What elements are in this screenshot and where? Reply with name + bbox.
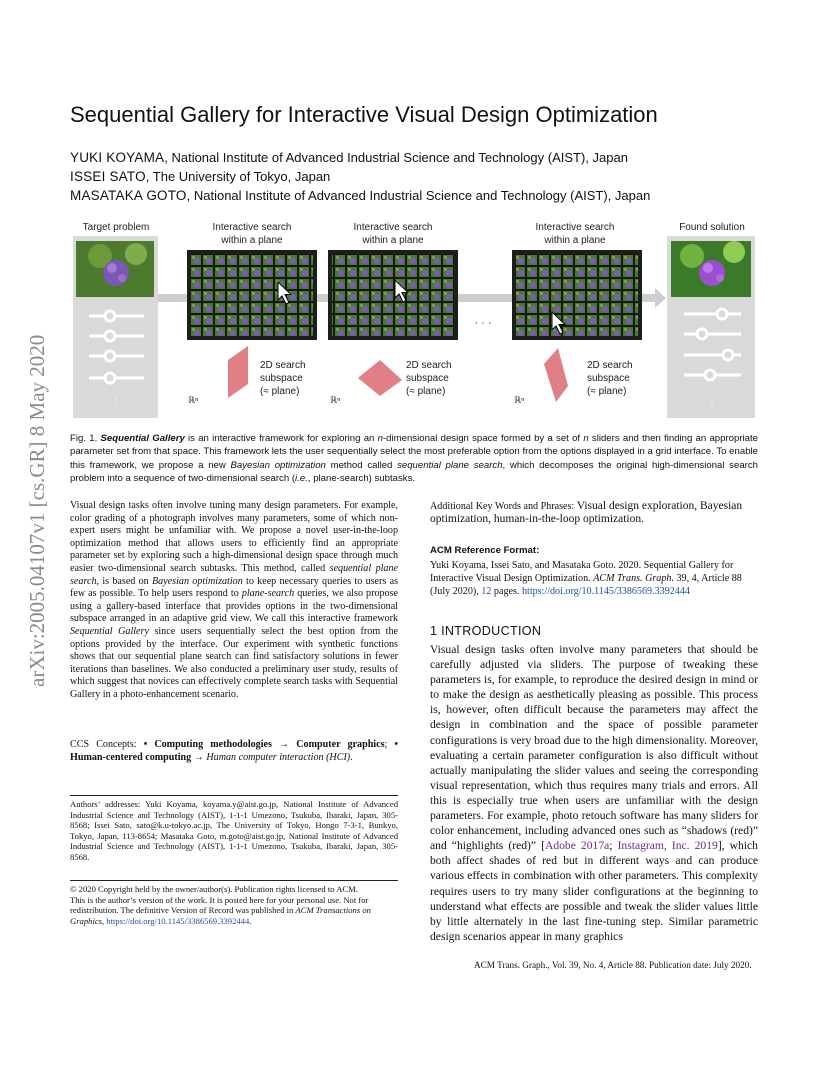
- svg-text:ℝⁿ: ℝⁿ: [514, 395, 525, 405]
- arxiv-identifier: arXiv:2005.04107v1 [cs.GR] 8 May 2020: [25, 334, 49, 687]
- author-line-1: [70, 150, 628, 165]
- author-line-2: [70, 169, 330, 184]
- svg-text:(≈ plane): (≈ plane): [587, 386, 627, 397]
- gallery-grid-1: [191, 254, 313, 336]
- found-solution-label: Found solution: [679, 222, 745, 233]
- acm-reference: ACM Reference Format: Yuki Koyama, Issei Sato, and Masataka Goto. 2020. Sequential Gallery for Interactive Visual Design Optimization. ACM Trans. Graph. 39, 4, Article 88 (July 2020), 12 pages. https://doi.org/10.1145/3386569.3392444: [430, 544, 758, 598]
- pages-link[interactable]: 12: [481, 586, 492, 597]
- svg-text:(≈ plane): (≈ plane): [406, 386, 446, 397]
- svg-text:ℝⁿ: ℝⁿ: [330, 395, 341, 405]
- author-affiliation: , National Institute of Advanced Industrial Science and Technology (AIST), Japan: [164, 150, 628, 165]
- paper-title: Sequential Gallery for Interactive Visual Design Optimization: [70, 102, 658, 127]
- svg-text:⋮: ⋮: [111, 398, 121, 409]
- gallery-grid-2: [332, 254, 454, 336]
- citation-link[interactable]: Instagram, Inc. 2019: [617, 839, 718, 853]
- copyright-notice: © 2020 Copyright held by the owner/author(s). Publication rights licensed to ACM. This is the author’s version of the work. It is posted here for your personal use. Not for redistribution. The definitive Version of Record was published in ACM Transactions on Graphics, https://doi.org/10.1145/3386569.3392444.: [70, 884, 371, 926]
- section-heading: 1 INTRODUCTION: [430, 624, 542, 638]
- plane-shape-3: [544, 348, 568, 402]
- found-solution-panel: [667, 222, 755, 418]
- search-step-1: [187, 222, 317, 405]
- flow-arrow-head: [655, 288, 666, 308]
- citation-link[interactable]: Adobe 2017a: [544, 839, 610, 853]
- keywords: Additional Key Words and Phrases: Visual design exploration, Bayesian optimization, human-in-the-loop optimization.: [430, 500, 743, 525]
- abstract: Visual design tasks often involve tuning many design parameters. For example, color grading of a photograph involves many parameters, some of which non-expert users might be unfamiliar with. We propose a novel user-in-the-loop optimization method that allows users to efficiently find an appropriate parameter set by exploring such a high-dimensional design space through much easier two-dimensional search subtasks. This method, called sequential plane search, is based on Bayesian optimization to keep necessary queries to users as few as possible. To help users respond to plane-search queries, we also propose using a gallery-based interface that provides options in the two-dimensional subspace arranged in an adaptive grid view. We call this interactive framework Sequential Gallery since users sequentially select the best option from the options provided by the interface. Our experiment with synthetic functions shows that our sequential plane search can find satisfactory solutions in fewer iterations than baselines. We also conducted a preliminary user study, results of which suggest that novices can effectively complete search tasks with Sequential Gallery in a photo-enhancement scenario.: [70, 500, 399, 700]
- author-name: YUKI KOYAMA: [70, 150, 165, 165]
- svg-text:(≈ plane): (≈ plane): [260, 386, 300, 397]
- author-affiliation: , The University of Tokyo, Japan: [145, 169, 331, 184]
- svg-text:ℝⁿ: ℝⁿ: [188, 395, 199, 405]
- divider: [70, 795, 398, 796]
- svg-text:Interactive search: Interactive search: [535, 222, 615, 233]
- ccs-concepts: CCS Concepts: • Computing methodologies → Computer graphics; • Human-centered computing → Human computer interaction (HCI).: [70, 739, 398, 763]
- figure-caption: Fig. 1. Sequential Gallery is an interactive framework for exploring an n-dimensional design space formed by a set of n sliders and then finding an appropriate parameter set from that space. This framework lets the user sequentially select the most preferable option from the options displayed in a grid interface. To enable this framework, we propose a new Bayesian optimization method called sequential plane search, which decomposes the original high-dimensional search problem into a sequence of two-dimensional search (i.e., plane-search) subtasks.: [70, 433, 758, 485]
- arxiv-sidebar: [6, 282, 68, 692]
- svg-text:subspace: subspace: [406, 373, 449, 384]
- doi-link[interactable]: https://doi.org/10.1145/3386569.3392444: [106, 915, 250, 926]
- author-name: MASATAKA GOTO: [70, 188, 187, 203]
- author-name: ISSEI SATO: [70, 169, 146, 184]
- svg-text:2D search: 2D search: [406, 360, 452, 371]
- svg-text:2D search: 2D search: [587, 360, 633, 371]
- search-step-3: [512, 222, 642, 405]
- gallery-grid-3: [516, 254, 638, 336]
- introduction-text: Visual design tasks often involve many parameters that should be carefully adjusted via sliders. The purpose of tweaking these parameters is, for example, to reproduce the desired design in mind or to make the design as aesthetically pleasing as possible. This process is, however, often difficult because the parameters may affect the design in combination and the space of possible parameter configurations is very broad due to the high dimensionality. Moreover, evaluating a certain parameter configuration is also difficult without actually manipulating the slider values and seeing the corresponding visual representation, which thus requires many trials and errors. All this is especially true when users are unfamiliar with the design parameters. For example, photo retouch software has many sliders for color enhancement, including advanced ones such as “shadows (red)” and “highlights (red)” [Adobe 2017a; Instagram, Inc. 2019], which both affect shades of red but in different ways and can produce various effects in combination with other parameters. This complexity requires users to try many slider configurations at the beginning to understand what effects are possible and tweak the slider values little by little alternately in the last fine-tuning step. Similar parametric design scenarios appear in many graphics: [430, 643, 758, 943]
- doi-link[interactable]: https://doi.org/10.1145/3386569.3392444: [521, 586, 690, 597]
- svg-text:within a plane: within a plane: [544, 235, 606, 246]
- svg-text:Interactive search: Interactive search: [212, 222, 292, 233]
- svg-text:2D search: 2D search: [260, 360, 306, 371]
- author-line-3: [70, 188, 650, 203]
- search-step-2: [328, 222, 458, 405]
- svg-text:subspace: subspace: [260, 373, 303, 384]
- author-addresses: Authors’ addresses: Yuki Koyama, koyama.y@aist.go.jp, National Institute of Advanced Industrial Science and Technology (AIST), 1-1-1 Umezono, Tsukuba, Ibaraki, Japan, 305-8568; Issei Sato, sato@k.u-tokyo.ac.jp, The University of Tokyo, Hongo 7-3-1, Bunkyo, Tokyo, Japan, 113-8654; Masataka Goto, m.goto@aist.go.jp, National Institute of Advanced Industrial Science and Technology (AIST), 1-1-1 Umezono, Tsukuba, Ibaraki, Japan, 305-8568.: [70, 799, 398, 862]
- acm-reference-heading: ACM Reference Format:: [430, 545, 540, 556]
- svg-text:⋮: ⋮: [707, 398, 717, 409]
- svg-text:within a plane: within a plane: [221, 235, 283, 246]
- divider: [70, 880, 398, 881]
- svg-text:subspace: subspace: [587, 373, 630, 384]
- plane-shape-1: [228, 346, 248, 398]
- target-problem-panel: [73, 222, 158, 418]
- target-problem-label: Target problem: [82, 222, 150, 233]
- svg-text:within a plane: within a plane: [362, 235, 424, 246]
- svg-text:Interactive search: Interactive search: [353, 222, 433, 233]
- teaser-figure: [70, 218, 758, 418]
- ellipsis: · · ·: [474, 317, 492, 329]
- author-affiliation: , National Institute of Advanced Industrial Science and Technology (AIST), Japan: [186, 188, 651, 203]
- page-footer: ACM Trans. Graph., Vol. 39, No. 4, Article 88. Publication date: July 2020.: [474, 960, 752, 970]
- plane-shape-2: [358, 360, 402, 396]
